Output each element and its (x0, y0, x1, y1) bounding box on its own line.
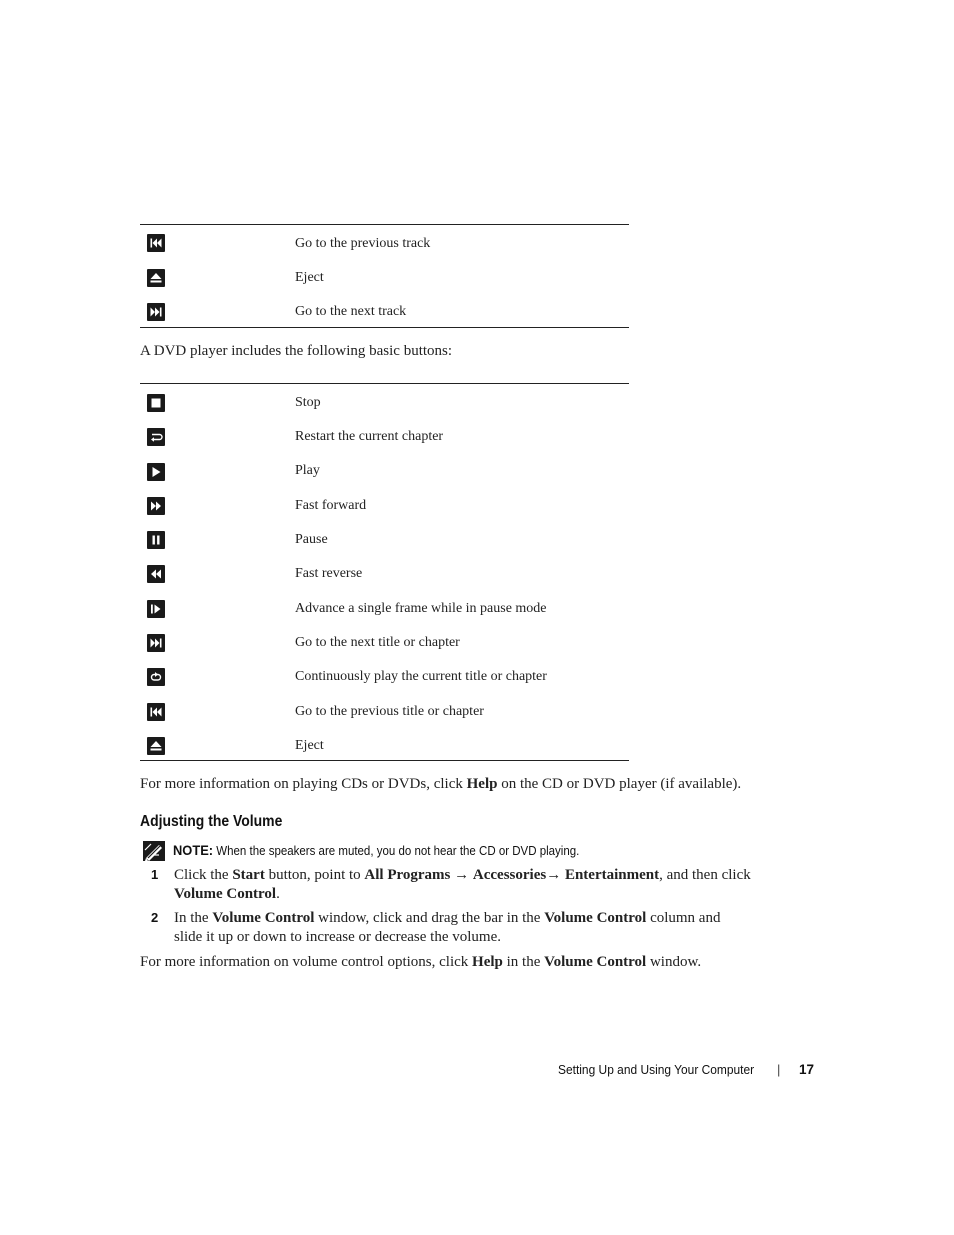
step-text-line (174, 909, 720, 928)
text-run: → (450, 867, 473, 883)
frame-advance-icon (147, 600, 165, 618)
dvd-table-bottom-rule (140, 760, 629, 761)
text-run: . (276, 886, 280, 902)
next-chapter-icon (147, 634, 165, 652)
eject-icon (147, 269, 165, 287)
note-text (173, 842, 579, 858)
previous-chapter-icon (147, 703, 165, 721)
section-heading: Adjusting the Volume (140, 813, 283, 830)
ui-term: Volume Control (544, 954, 647, 970)
text-run: In the (174, 910, 213, 926)
step-number: 2 (151, 910, 159, 925)
text-run: window. (646, 954, 702, 970)
note-pencil-icon (143, 841, 165, 861)
volume-help-paragraph (140, 953, 701, 972)
text-run: in the (502, 954, 545, 970)
note-body: When the speakers are muted, you do not hear the CD or DVD playing. (213, 844, 580, 858)
text-run: Click the (174, 867, 233, 883)
text-run: , and then click (659, 867, 751, 883)
dvd-row-label: Go to the next title or chapter (295, 635, 460, 650)
text-run: column and (646, 910, 721, 926)
dvd-intro-text: A DVD player includes the following basic buttons: (140, 343, 453, 359)
ui-term: All Programs (364, 867, 451, 883)
step-text-line: slide it up or down to increase or decrease the volume. (174, 929, 501, 945)
ui-term: Accessories (472, 867, 547, 883)
note-label: NOTE: (173, 842, 214, 858)
next-track-icon (147, 303, 165, 321)
help-term: Help (466, 776, 498, 792)
repeat-icon (147, 668, 165, 686)
cd-row-label: Go to the previous track (295, 236, 431, 251)
dvd-row-label: Restart the current chapter (295, 429, 444, 444)
restart-chapter-icon (147, 428, 165, 446)
help-term: Help (472, 954, 503, 970)
dvd-row-label: Play (295, 463, 320, 478)
eject-icon (147, 737, 165, 755)
page-number: 17 (799, 1062, 815, 1077)
dvd-row-label: Go to the previous title or chapter (295, 704, 484, 719)
previous-track-icon (147, 234, 165, 252)
dvd-row-label: Eject (295, 738, 324, 753)
ui-term: Volume Control (544, 910, 647, 926)
dvd-table-top-rule (140, 383, 629, 384)
fast-forward-icon (147, 497, 165, 515)
text-run: For more information on playing CDs or DVDs, click (140, 776, 467, 792)
text-run: button, point to (264, 867, 365, 883)
pause-icon (147, 531, 165, 549)
dvd-row-label: Fast forward (295, 498, 367, 513)
text-run: For more information on volume control options, click (140, 954, 473, 970)
ui-term: Volume Control (212, 910, 315, 926)
cd-table-top-rule (140, 224, 629, 225)
dvd-row-label: Advance a single frame while in pause mode (295, 601, 547, 616)
dvd-row-label: Fast reverse (295, 566, 363, 581)
ui-term: Start (232, 867, 265, 883)
step-number: 1 (151, 867, 159, 882)
text-run: window, click and drag the bar in the (314, 910, 545, 926)
cd-table-bottom-rule (140, 327, 629, 328)
stop-icon (147, 394, 165, 412)
ui-term: Entertainment (564, 867, 660, 883)
ui-term: Volume Control (174, 886, 277, 902)
step-text-line (174, 885, 280, 904)
text-run: on the CD or DVD player (if available). (497, 776, 742, 792)
dvd-row-label: Pause (295, 532, 328, 547)
fast-reverse-icon (147, 565, 165, 583)
play-icon (147, 463, 165, 481)
footer-separator: | (777, 1062, 781, 1077)
dvd-row-label: Stop (295, 395, 321, 410)
text-run: → (546, 867, 565, 883)
footer-section-title: Setting Up and Using Your Computer (558, 1062, 755, 1077)
step-text-line (174, 866, 751, 885)
cd-row-label: Eject (295, 270, 324, 285)
cd-dvd-help-paragraph (140, 775, 741, 794)
dvd-row-label: Continuously play the current title or chapter (295, 669, 547, 684)
cd-row-label: Go to the next track (295, 304, 407, 319)
